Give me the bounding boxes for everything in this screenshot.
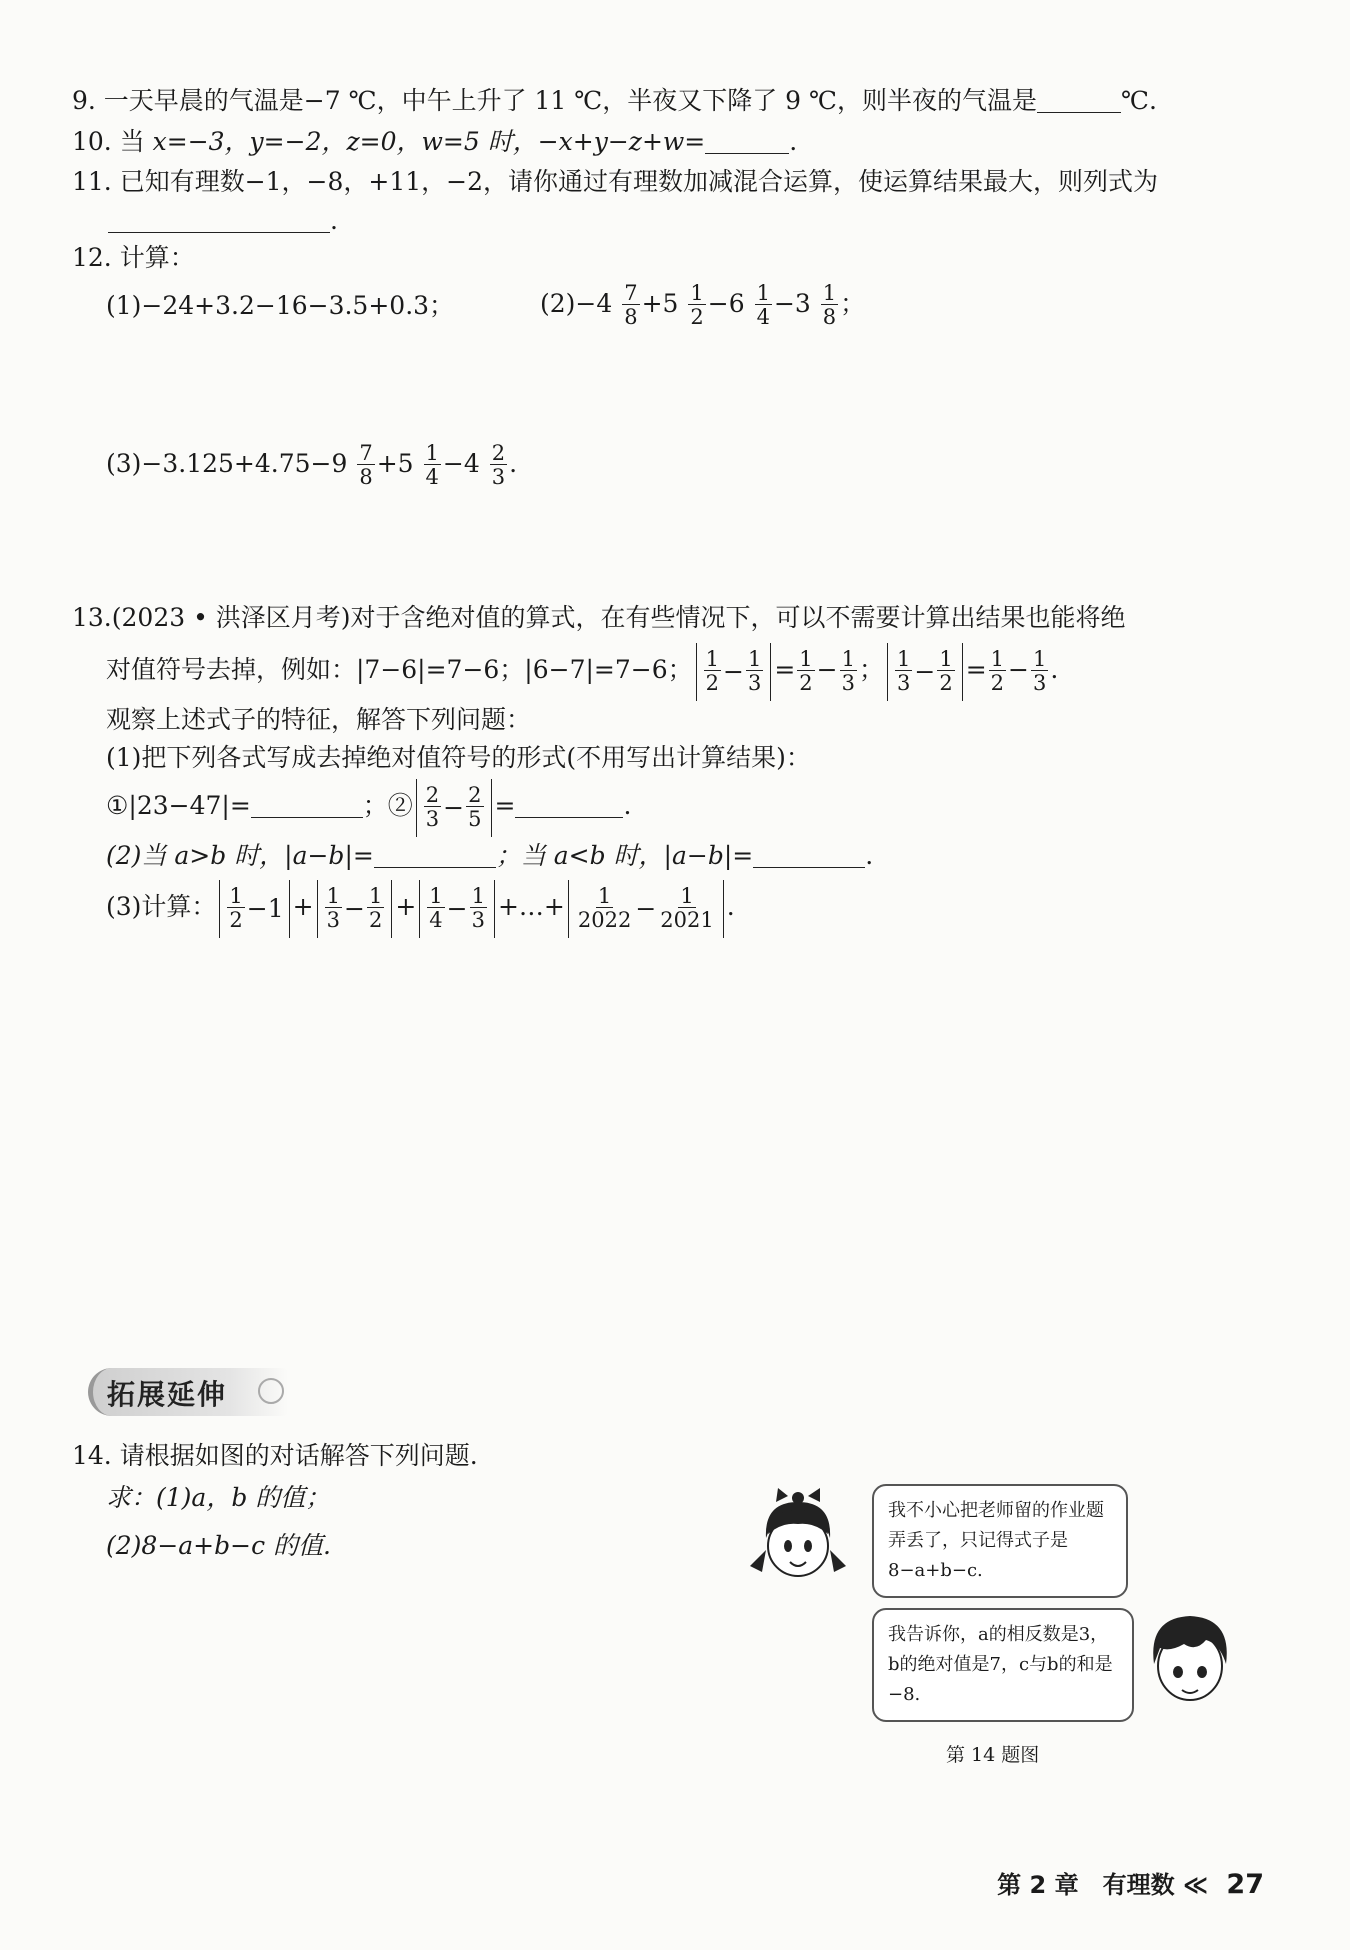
q10-answer-blank[interactable] (705, 127, 789, 154)
q12-part3-label: (3)−3.125+4.75−9 (106, 449, 348, 478)
q13-p1a: ①|23−47|= (106, 791, 251, 820)
q10-prefix: 10. 当 (72, 127, 153, 156)
q14-title: 14. 请根据如图的对话解答下列问题. (72, 1441, 478, 1470)
abs-expression: $\frac{1}{2}$ − $\frac{1}{3}$ (696, 643, 772, 701)
abs-expression: $\frac{1}{3}$ − $\frac{1}{2}$ (317, 880, 393, 938)
speech-bubble-boy: 我告诉你，a的相反数是3，b的绝对值是7，c与b的和是−8. (872, 1608, 1134, 1722)
figure-caption: 第 14 题图 (946, 1744, 1040, 1766)
q13-part2: (2)当 a>b 时，|a−b|= ；当 a<b 时，|a−b|= . (106, 841, 874, 870)
fraction-1-4: $\frac{1}{4}$ (425, 441, 439, 489)
fraction-7-8: $\frac{7}{8}$ (359, 441, 373, 489)
speech-bubble-girl: 我不小心把老师留的作业题弄丢了，只记得式子是8−a+b−c. (872, 1484, 1128, 1598)
q13-p2a-blank[interactable] (374, 841, 496, 868)
fraction-1-4: $\frac{1}{4}$ (756, 281, 770, 329)
q13-part1: (1)把下列各式写成去掉绝对值符号的形式(不用写出计算结果)： (106, 743, 811, 772)
q13-p1b: ；② (362, 791, 413, 820)
q13-observe: 观察上述式子的特征，解答下列问题： (106, 705, 532, 734)
abs-expression: $\frac{1}{2022}$ − $\frac{1}{2021}$ (568, 880, 724, 938)
q10-end: . (789, 127, 798, 156)
q13-example-line: 对值符号去掉，例如：|7−6|=7−6；|6−7|=7−6； $\frac{1}{2}$ − $\frac{1}{3}$ = $\frac{1}{2}$ − $\frac{1}{3}$ ； $\frac{1}{3}$ − $\frac{1}{2}$ = $\frac{1}{2}$ − $\frac{1}{3}$ . (106, 640, 1058, 701)
q11-answer-blank[interactable] (108, 206, 330, 233)
q13-part3: (3)计算： $\frac{1}{2}$ −1 + $\frac{1}{3}$ − $\frac{1}{2}$ + $\frac{1}{4}$ − $\frac{1}{3}$ +…+ $\frac{1}{2022}$ − $\frac{1}{2021}$ . (106, 875, 735, 939)
sun-icon (258, 1378, 284, 1404)
question-10 (72, 124, 797, 160)
q13-p2a: (2)当 a>b 时，|a−b|= (106, 841, 374, 870)
fraction-1-8: $\frac{1}{8}$ (822, 281, 837, 329)
fraction-1-2: $\frac{1}{2}$ (690, 281, 704, 329)
girl-cartoon-icon (748, 1488, 858, 1598)
boy-cartoon-icon (1140, 1608, 1240, 1712)
abs-expression: $\frac{1}{3}$ − $\frac{1}{2}$ (887, 643, 963, 701)
q13-intro: 13.(2023 • 洪泽区月考)对于含绝对值的算式，在有些情况下，可以不需要计算出结果也能将绝 (72, 603, 1126, 632)
q12-part3: (3)−3.125+4.75−9 $\frac{7}{8}$ +5 $\frac{1}{4}$ −4 $\frac{2}{3}$ . (106, 441, 518, 489)
question-11-answer (108, 203, 338, 239)
question-9 (72, 83, 1157, 119)
q13-p1a-blank[interactable] (251, 791, 363, 818)
section-label: 拓展延伸 (107, 1378, 228, 1411)
page-number: 27 (1226, 1869, 1264, 1900)
q9-text: 9. 一天早晨的气温是−7 ℃，中午上升了 11 ℃，半夜又下降了 9 ℃，则半夜的气温是 (72, 86, 1038, 115)
q13-p2b: ；当 a<b 时，|a−b|= (495, 841, 754, 870)
chapter-title: 第 2 章 有理数 (997, 1871, 1175, 1899)
page-footer (997, 1865, 1264, 1900)
q14-part2: (2)8−a+b−c 的值. (106, 1531, 331, 1560)
q9-answer-blank[interactable] (1037, 86, 1121, 113)
q11-end: . (330, 206, 338, 235)
abs-expression: $\frac{1}{2}$ −1 (219, 880, 289, 938)
abs-expression: $\frac{2}{3}$ − $\frac{2}{5}$ (416, 779, 492, 837)
q13-part1-items: ①|23−47|= ；② $\frac{2}{3}$ − $\frac{2}{5}$ = . (106, 776, 631, 837)
q12-part2-label: (2)−4 (540, 289, 613, 318)
q14-part1: 求：(1)a，b 的值； (106, 1483, 331, 1512)
q13-p3-label: (3)计算： (106, 892, 217, 921)
fraction-2-3: $\frac{2}{3}$ (491, 441, 506, 489)
q12-part2: (2)−4 $\frac{7}{8}$ +5 $\frac{1}{2}$ −6 $\frac{1}{4}$ −3 $\frac{1}{8}$ ； (540, 281, 866, 329)
q9-unit: ℃. (1121, 86, 1157, 115)
q13-p1b-blank[interactable] (515, 791, 623, 818)
double-chevron-icon: ≪ (1182, 1871, 1209, 1899)
q12-part1: (1)−24+3.2−16−3.5+0.3； (106, 291, 455, 320)
fraction-7-8: $\frac{7}{8}$ (624, 281, 638, 329)
q13-p2b-blank[interactable] (753, 841, 865, 868)
q10-expr: x=−3，y=−2，z=0，w=5 时，−x+y−z+w= (152, 127, 706, 156)
question-11 (72, 164, 1158, 200)
q12-title: 12. 计算： (72, 243, 195, 272)
abs-expression: $\frac{1}{4}$ − $\frac{1}{3}$ (419, 880, 495, 938)
q13-example-text: 对值符号去掉，例如：|7−6|=7−6；|6−7|=7−6； (106, 655, 693, 684)
q11-text: 11. 已知有理数−1，−8，+11，−2，请你通过有理数加减混合运算，使运算结果最大，则列式为 (72, 167, 1159, 196)
